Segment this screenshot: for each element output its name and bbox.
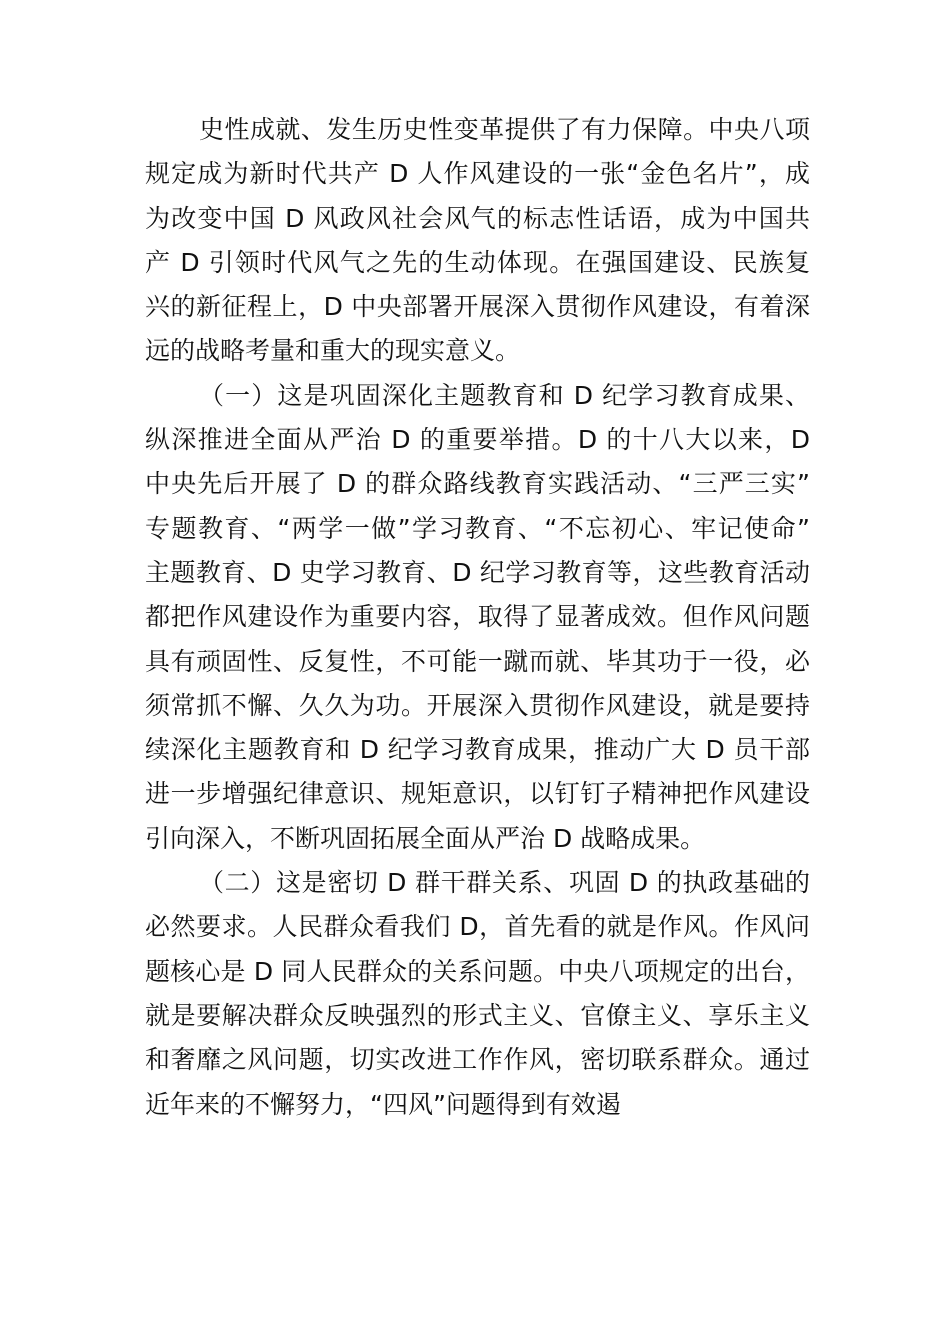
paragraph-3-line-6: 近年来的不懈努力，“四风”问题得到有效遏 xyxy=(145,1089,621,1119)
paragraph-3-line-4: 就是要解决群众反映强烈的形式主义、官僚主义、享乐主义 xyxy=(145,1000,810,1030)
paragraph-2-line-9: 续深化主题教育和 D 纪学习教育成果，推动广大 D 员干部 xyxy=(145,735,810,765)
paragraph-2-line-4: 专题教育、“两学一做”学习教育、“不忘初心、牢记使命” xyxy=(145,513,810,543)
paragraph-1-line-3: 为改变中国 D 风政风社会风气的标志性话语，成为中国共 xyxy=(145,203,810,233)
paragraph-2-line-11: 引向深入，不断巩固拓展全面从严治 D 战略成果。 xyxy=(145,823,706,853)
paragraph-2-line-7: 具有顽固性、反复性，不可能一蹴而就、毕其功于一役，必 xyxy=(145,646,810,676)
paragraph-2-line-5: 主题教育、D 史学习教育、D 纪学习教育等，这些教育活动 xyxy=(145,557,810,587)
paragraph-3-line-3: 题核心是 D 同人民群众的关系问题。中央八项规定的出台， xyxy=(145,956,810,986)
paragraph-1-line-5: 兴的新征程上，D 中央部署开展深入贯彻作风建设，有着深 xyxy=(145,292,810,322)
paragraph-1-line-6: 远的战略考量和重大的现实意义。 xyxy=(145,336,521,366)
paragraph-2-line-6: 都把作风建设作为重要内容，取得了显著成效。但作风问题 xyxy=(145,602,810,632)
paragraph-3-line-2: 必然要求。人民群众看我们 D，首先看的就是作风。作风问 xyxy=(145,912,810,942)
paragraph-2-line-8: 须常抓不懈、久久为功。开展深入贯彻作风建设，就是要持 xyxy=(145,690,810,720)
paragraph-2-line-2: 纵深推进全面从严治 D 的重要举措。D 的十八大以来，D xyxy=(145,425,810,455)
paragraph-2-line-1: （一）这是巩固深化主题教育和 D 纪学习教育成果、 xyxy=(199,380,810,410)
paragraph-2-line-10: 进一步增强纪律意识、规矩意识，以钉钉子精神把作风建设 xyxy=(145,779,810,809)
paragraph-1-line-2: 规定成为新时代共产 D 人作风建设的一张“金色名片”，成 xyxy=(145,159,810,189)
paragraph-1-line-1: 史性成就、发生历史性变革提供了有力保障。中央八项 xyxy=(199,115,810,144)
paragraph-3-line-1: （二）这是密切 D 群干群关系、巩固 D 的执政基础的 xyxy=(199,868,810,898)
paragraph-2-line-3: 中央先后开展了 D 的群众路线教育实践活动、“三严三实” xyxy=(145,469,810,499)
body-text xyxy=(145,108,810,1127)
paragraph-3-line-5: 和奢靡之风问题，切实改进工作作风，密切联系群众。通过 xyxy=(145,1045,810,1075)
paragraph-1-line-4: 产 D 引领时代风气之先的生动体现。在强国建设、民族复 xyxy=(145,247,810,277)
